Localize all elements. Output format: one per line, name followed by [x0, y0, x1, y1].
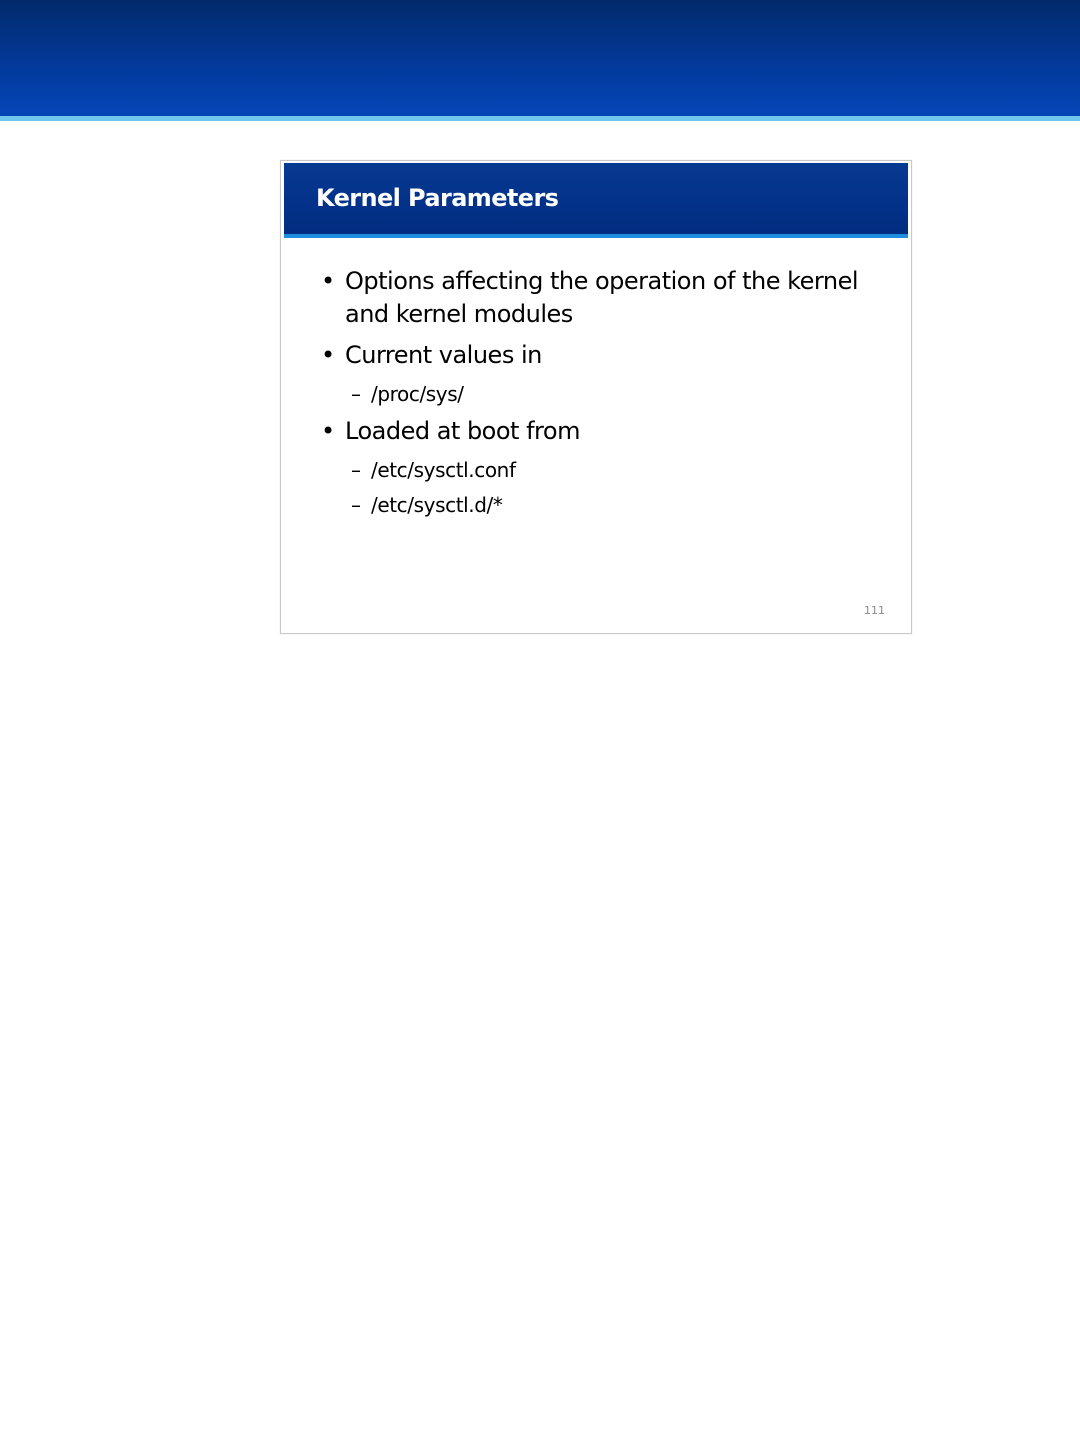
sub-item-text: /etc/sysctl.d/*	[371, 493, 503, 517]
bullet-marker: •	[321, 341, 335, 369]
slide-body	[319, 265, 879, 526]
bullet-text: Current values in	[345, 341, 542, 369]
sub-item-marker: –	[351, 458, 361, 482]
bullet-item	[319, 339, 879, 372]
page-number: 111	[864, 604, 885, 617]
sub-item-marker: –	[351, 382, 361, 406]
bullet-item	[319, 265, 879, 331]
sub-item-text: /proc/sys/	[371, 382, 464, 406]
slide-title: Kernel Parameters	[316, 184, 559, 212]
sub-item	[319, 491, 879, 519]
sub-item	[319, 380, 879, 408]
sub-item-marker: –	[351, 493, 361, 517]
slide-title-bar	[284, 163, 908, 234]
bullet-marker: •	[321, 267, 335, 295]
bullet-item	[319, 415, 879, 448]
sub-item-text: /etc/sysctl.conf	[371, 458, 516, 482]
page-header-rule	[0, 116, 1080, 121]
slide-title-rule	[284, 234, 908, 238]
bullet-marker: •	[321, 417, 335, 445]
slide	[280, 160, 912, 634]
sub-item	[319, 456, 879, 484]
page-header-band	[0, 0, 1080, 116]
bullet-text: Options affecting the operation of the kernel and kernel modules	[345, 267, 858, 328]
bullet-text: Loaded at boot from	[345, 417, 580, 445]
